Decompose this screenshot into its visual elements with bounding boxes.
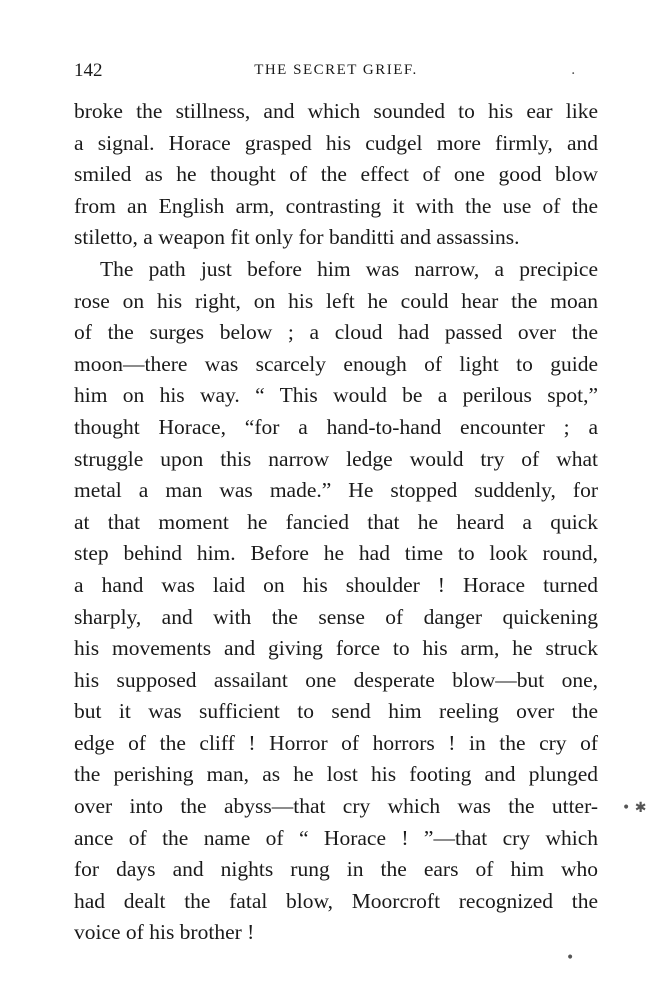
- text-line: for days and nights rung in the ears of him who: [74, 857, 598, 882]
- text-line: from an English arm, contrasting it with the use of the: [74, 193, 598, 218]
- page-number: 142: [74, 60, 103, 81]
- speck-mark: •: [566, 950, 575, 966]
- text-line: voice of his brother !: [74, 920, 255, 945]
- text-line: at that moment he fancied that he heard a quick: [74, 509, 598, 534]
- text-line: smiled as he thought of the effect of one good blow: [74, 162, 598, 187]
- text-line: thought Horace, “for a hand-to-hand encounter ; a: [74, 414, 598, 439]
- text-line: step behind him. Before he had time to look round,: [74, 541, 598, 566]
- text-line: The path just before him was narrow, a precipice: [100, 256, 598, 281]
- text-line: moon—there was scarcely enough of light to guide: [74, 351, 598, 376]
- body-text: [74, 96, 598, 949]
- text-line: a hand was laid on his shoulder ! Horace turned: [74, 572, 598, 597]
- text-line: ance of the name of “ Horace ! ”—that cry which: [74, 825, 598, 850]
- text-line: metal a man was made.” He stopped suddenly, for: [74, 478, 598, 503]
- text-line: him on his way. “ This would be a perilous spot,”: [74, 383, 598, 408]
- text-line: had dealt the fatal blow, Moorcroft recognized the: [74, 888, 598, 913]
- text-line: but it was sufficient to send him reeling over the: [74, 699, 598, 724]
- text-line: sharply, and with the sense of danger quickening: [74, 604, 598, 629]
- text-line: edge of the cliff ! Horror of horrors ! in the cry of: [74, 730, 598, 755]
- text-line: rose on his right, on his left he could hear the moan: [74, 288, 598, 313]
- text-line: the perishing man, as he lost his footing and plunged: [74, 762, 598, 787]
- text-line: his movements and giving force to his arm, he struck: [74, 636, 598, 661]
- speck-mark: ·: [571, 66, 576, 82]
- text-line: struggle upon this narrow ledge would try of what: [74, 446, 598, 471]
- text-line: broke the stillness, and which sounded to his ear like: [74, 99, 598, 123]
- running-head: [74, 60, 598, 86]
- text-line: a signal. Horace grasped his cudgel more firmly, and: [74, 130, 598, 155]
- speck-mark: • ✱: [622, 800, 647, 816]
- text-line: of the surges below ; a cloud had passed over the: [74, 320, 598, 345]
- running-title: THE SECRET GRIEF.: [254, 62, 418, 78]
- text-line: his supposed assailant one desperate blow—but one,: [74, 667, 598, 692]
- text-line: stiletto, a weapon fit only for banditti and assassins.: [74, 225, 520, 250]
- text-line: over into the abyss—that cry which was the utter-: [74, 794, 598, 819]
